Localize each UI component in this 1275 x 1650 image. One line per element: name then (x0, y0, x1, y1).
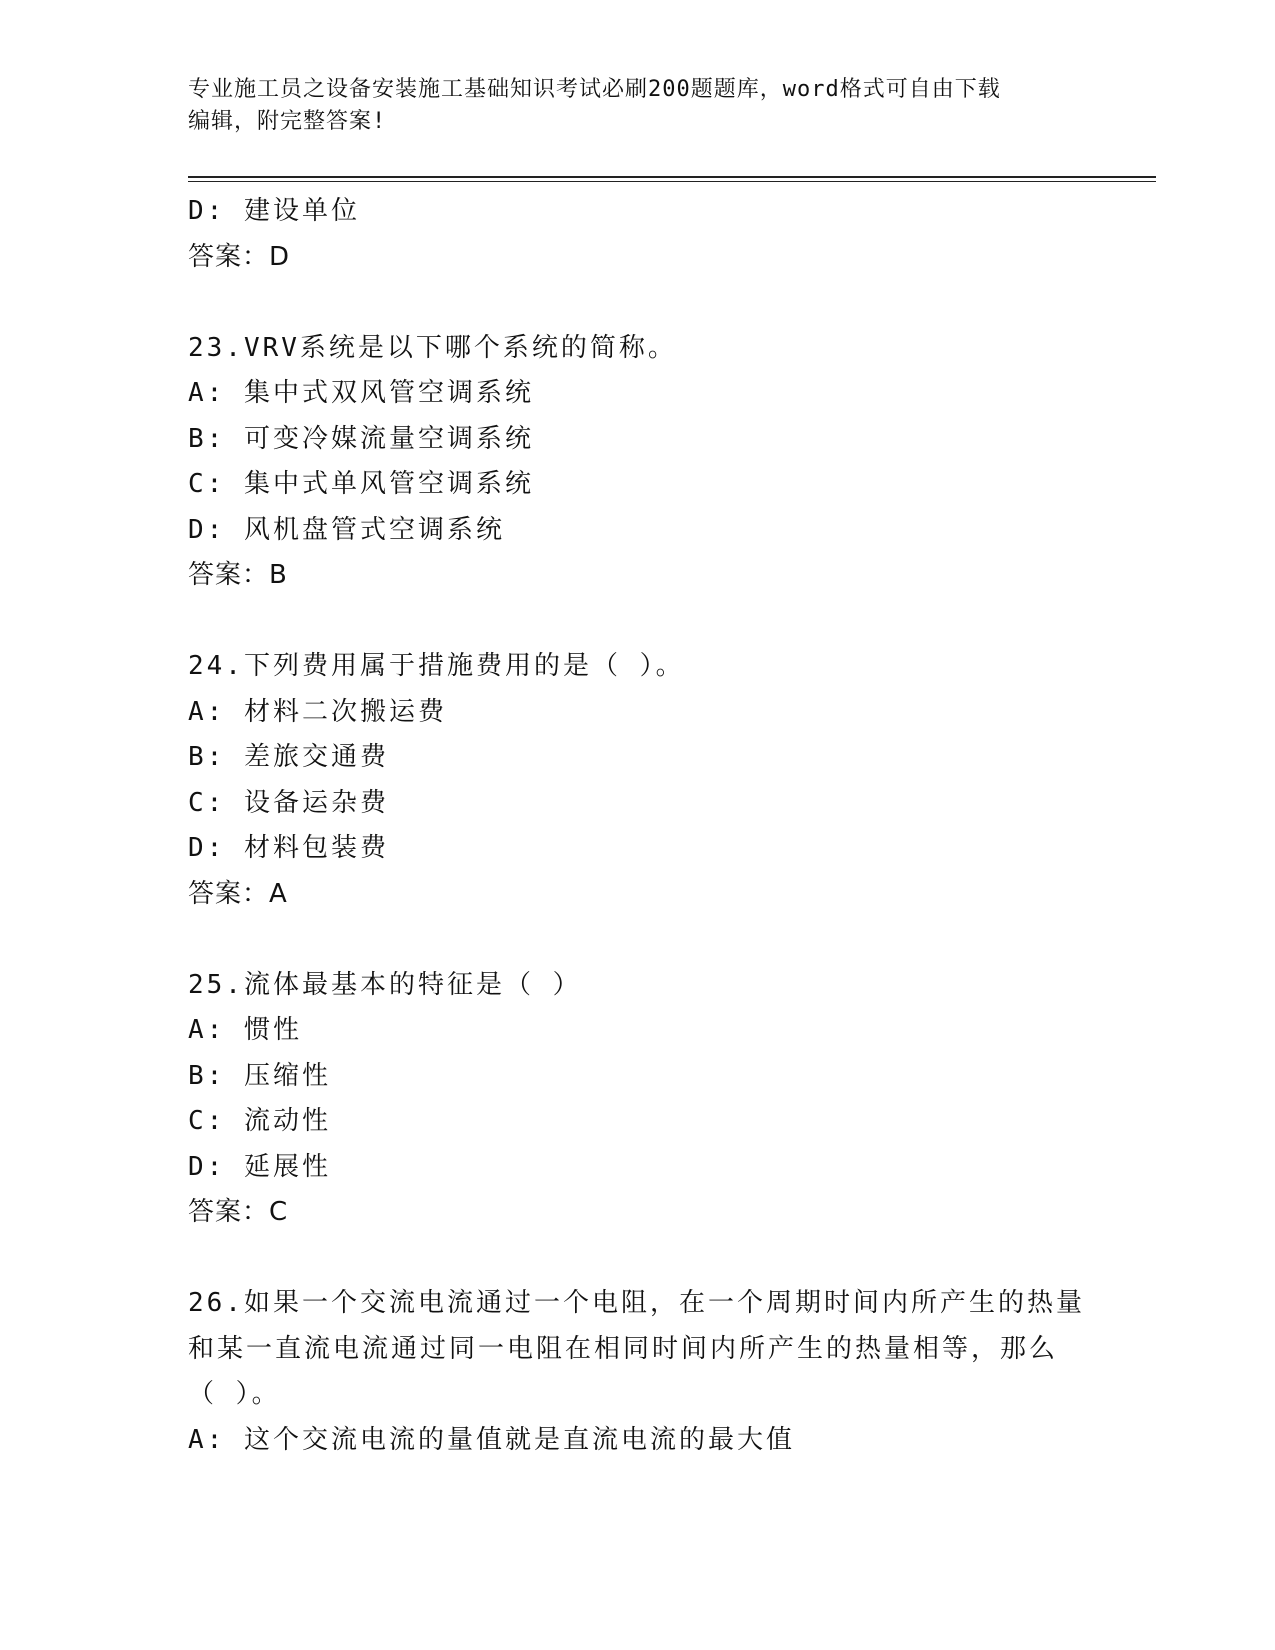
header-line-2: 编辑，附完整答案! (188, 109, 387, 134)
question-stem-line-3: （ ）。 (188, 1379, 281, 1409)
option-c: C: 设备运杂费 (188, 787, 389, 818)
answer-line: 答案：A (188, 878, 288, 909)
answer-line: 答案：D (188, 241, 291, 272)
option-b: B: 压缩性 (188, 1060, 331, 1091)
question-stem-line-1: 26.如果一个交流电流通过一个电阻，在一个周期时间内所产生的热量 (188, 1288, 1085, 1318)
header-rule-thick (188, 176, 1156, 178)
question-stem: 24.下列费用属于措施费用的是（ ）。 (188, 651, 685, 681)
question-stem-line-2: 和某一直流电流通过同一电阻在相同时间内所产生的热量相等，那么 (188, 1333, 1059, 1364)
option-d: D: 延展性 (188, 1151, 331, 1182)
question-stem: 25.流体最基本的特征是（ ） (188, 969, 582, 1000)
option-a: A: 这个交流电流的量值就是直流电流的最大值 (188, 1424, 795, 1455)
document-header (188, 74, 1068, 138)
option-a: A: 集中式双风管空调系统 (188, 378, 534, 408)
question-list (188, 189, 1088, 1463)
answer-line: 答案：C (188, 1197, 289, 1227)
option-d: D: 风机盘管式空调系统 (188, 514, 505, 545)
option-d: D: 建设单位 (188, 196, 360, 226)
question-stem: 23.VRV系统是以下哪个系统的简称。 (188, 332, 677, 363)
option-c: C: 流动性 (188, 1106, 331, 1136)
option-c: C: 集中式单风管空调系统 (188, 469, 534, 499)
option-d: D: 材料包装费 (188, 833, 389, 863)
header-line-1: 专业施工员之设备安装施工基础知识考试必刷200题题库，word格式可自由下载 (188, 77, 1001, 102)
option-a: A: 材料二次搬运费 (188, 696, 447, 727)
header-rule-thin (188, 181, 1156, 182)
option-b: B: 可变冷媒流量空调系统 (188, 423, 534, 454)
option-a: A: 惯性 (188, 1015, 302, 1045)
answer-line: 答案：B (188, 560, 288, 590)
option-b: B: 差旅交通费 (188, 742, 389, 772)
